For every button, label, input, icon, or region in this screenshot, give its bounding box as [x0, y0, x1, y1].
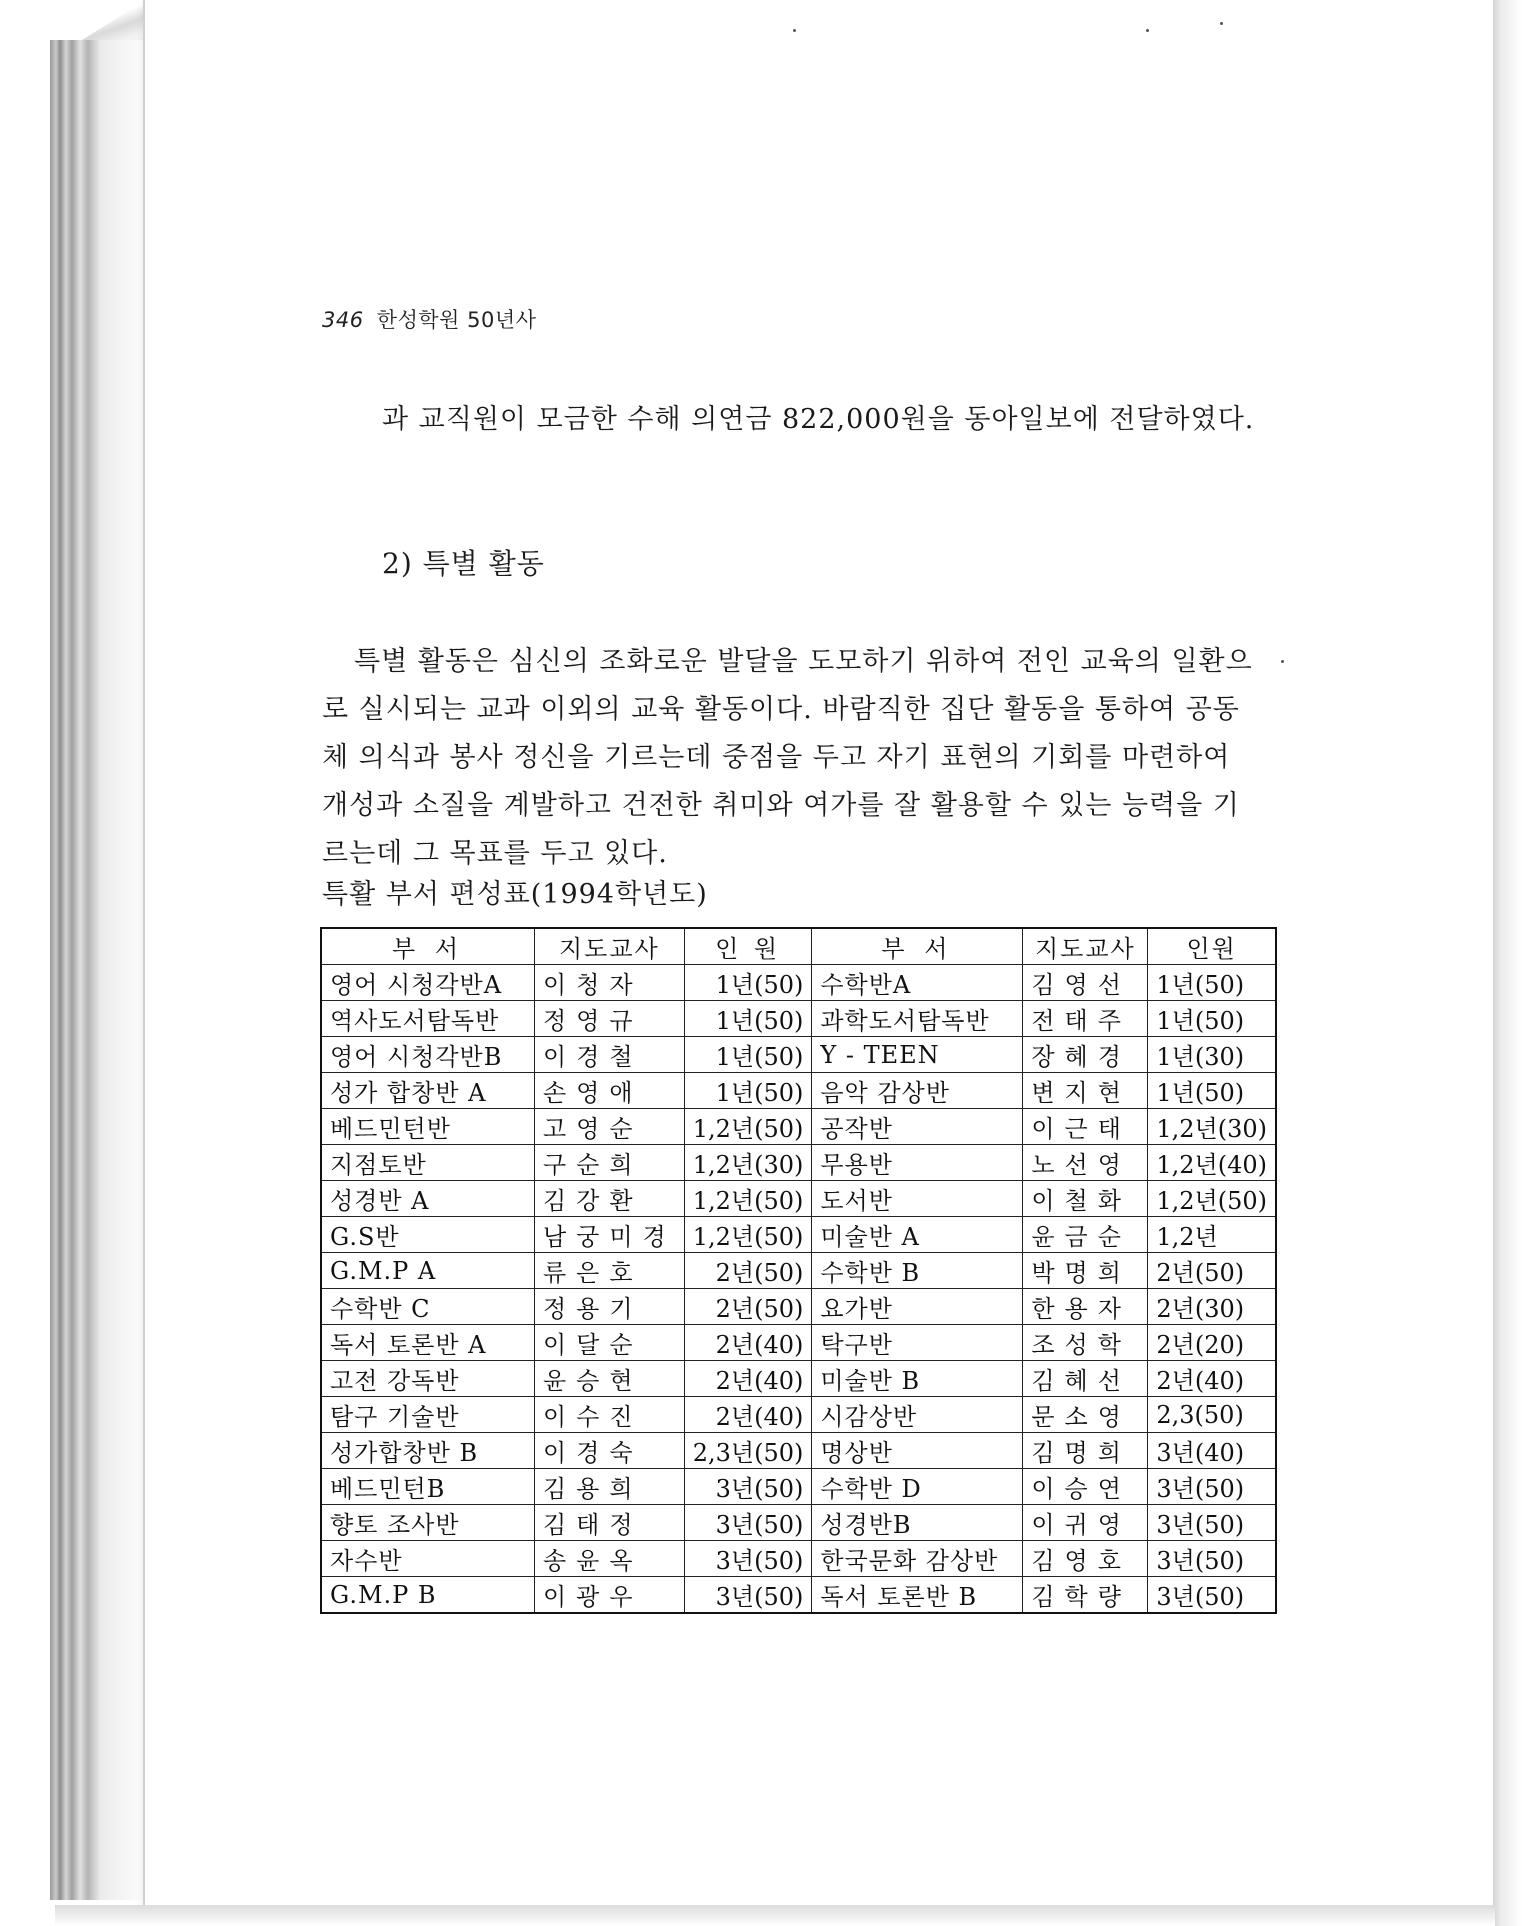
cell-members-2: 3년(50) — [1148, 1469, 1276, 1505]
cell-members-2: 2,3(50) — [1148, 1397, 1276, 1433]
table-row — [321, 1037, 1276, 1073]
cell-teacher: 이수진 — [535, 1397, 685, 1433]
cell-members: 1,2년(50) — [684, 1181, 812, 1217]
cell-members-2: 1,2년 — [1148, 1217, 1276, 1253]
table-row — [321, 1073, 1276, 1109]
cell-department-2: 미술반 B — [812, 1361, 1023, 1397]
cell-teacher-2: 문소영 — [1023, 1397, 1148, 1433]
cell-teacher: 김용희 — [535, 1469, 685, 1505]
cell-department: 영어 시청각반A — [321, 965, 535, 1001]
cell-members: 3년(50) — [684, 1541, 812, 1577]
table-caption: 특활 부서 편성표(1994학년도) — [322, 879, 708, 910]
cell-department-2: 과학도서탐독반 — [812, 1001, 1023, 1037]
cell-department: 성가 합창반 A — [321, 1073, 535, 1109]
cell-members-2: 1,2년(50) — [1148, 1181, 1276, 1217]
cell-department: 향토 조사반 — [321, 1505, 535, 1541]
running-head — [322, 304, 536, 334]
cell-members-2: 2년(20) — [1148, 1325, 1276, 1361]
cell-department: 역사도서탐독반 — [321, 1001, 535, 1037]
cell-members: 3년(50) — [684, 1577, 812, 1614]
cell-teacher-2: 이승연 — [1023, 1469, 1148, 1505]
cell-members: 1년(50) — [684, 1073, 812, 1109]
header-teacher-2: 지도교사 — [1023, 928, 1148, 965]
table-row — [321, 1577, 1276, 1614]
cell-members-2: 3년(50) — [1148, 1505, 1276, 1541]
cell-members-2: 1년(30) — [1148, 1037, 1276, 1073]
cell-teacher-2: 장혜경 — [1023, 1037, 1148, 1073]
cell-teacher-2: 노선영 — [1023, 1145, 1148, 1181]
header-department: 부 서 — [321, 928, 535, 965]
table-row — [321, 1109, 1276, 1145]
table-row — [321, 1469, 1276, 1505]
table-row — [321, 1253, 1276, 1289]
table-row — [321, 1181, 1276, 1217]
cell-teacher-2: 김영호 — [1023, 1541, 1148, 1577]
section-heading: 2) 특별 활동 — [382, 547, 545, 580]
cell-members: 3년(50) — [684, 1505, 812, 1541]
cell-members-2: 3년(50) — [1148, 1577, 1276, 1614]
cell-department-2: Y - TEEN — [812, 1037, 1023, 1073]
table-row — [321, 1361, 1276, 1397]
cell-teacher-2: 이귀영 — [1023, 1505, 1148, 1541]
cell-teacher: 김강환 — [535, 1181, 685, 1217]
cell-teacher-2: 윤금순 — [1023, 1217, 1148, 1253]
cell-teacher: 정용기 — [535, 1289, 685, 1325]
cell-members-2: 2년(30) — [1148, 1289, 1276, 1325]
cell-teacher-2: 이철화 — [1023, 1181, 1148, 1217]
cell-teacher: 이광우 — [535, 1577, 685, 1614]
cell-members-2: 2년(40) — [1148, 1361, 1276, 1397]
cell-members-2: 1,2년(40) — [1148, 1145, 1276, 1181]
cell-department-2: 한국문화 감상반 — [812, 1541, 1023, 1577]
cell-members: 1년(50) — [684, 1001, 812, 1037]
cell-members: 1,2년(50) — [684, 1217, 812, 1253]
cell-department: 자수반 — [321, 1541, 535, 1577]
table-row — [321, 1505, 1276, 1541]
cell-teacher-2: 김혜선 — [1023, 1361, 1148, 1397]
cell-teacher: 고영순 — [535, 1109, 685, 1145]
cell-members-2: 1년(50) — [1148, 965, 1276, 1001]
page-bottom-edge — [55, 1905, 1495, 1926]
cell-teacher-2: 변지현 — [1023, 1073, 1148, 1109]
cell-members-2: 3년(40) — [1148, 1433, 1276, 1469]
cell-department: G.M.P B — [321, 1577, 535, 1614]
cell-department-2: 수학반 D — [812, 1469, 1023, 1505]
cell-members: 2년(40) — [684, 1361, 812, 1397]
cell-members: 3년(50) — [684, 1469, 812, 1505]
cell-department-2: 무용반 — [812, 1145, 1023, 1181]
cell-department-2: 미술반 A — [812, 1217, 1023, 1253]
cell-members: 1년(50) — [684, 965, 812, 1001]
club-roster-table — [320, 927, 1277, 1614]
cell-members-2: 3년(50) — [1148, 1541, 1276, 1577]
cell-teacher: 구순희 — [535, 1145, 685, 1181]
cell-department-2: 시감상반 — [812, 1397, 1023, 1433]
cell-department: G.S반 — [321, 1217, 535, 1253]
header-department-2: 부 서 — [812, 928, 1023, 965]
cell-teacher: 남궁미경 — [535, 1217, 685, 1253]
cell-department-2: 성경반B — [812, 1505, 1023, 1541]
table-row — [321, 965, 1276, 1001]
scan-speck — [1220, 22, 1223, 25]
table-row — [321, 1217, 1276, 1253]
table-row — [321, 1397, 1276, 1433]
cell-teacher: 손영애 — [535, 1073, 685, 1109]
page-stack-edge — [50, 40, 150, 1900]
cell-teacher-2: 김학량 — [1023, 1577, 1148, 1614]
cell-department-2: 수학반 B — [812, 1253, 1023, 1289]
cell-department: 지점토반 — [321, 1145, 535, 1181]
cell-department-2: 탁구반 — [812, 1325, 1023, 1361]
body-paragraph: 특별 활동은 심신의 조화로운 발달을 도모하기 위하여 전인 교육의 일환으로 실시되는 교과 이외의 교육 활동이다. 바람직한 집단 활동을 통하여 공동체 의식과 봉사 정신을 기르는데 중점을 두고 자기 표현의 기회를 마련하여 개성과 소질을 계발하고 건전한 취미와 여가를 잘 활용할 수 있는 능력을 기르는데 그 목표를 두고 있다. — [322, 646, 1253, 869]
cell-teacher-2: 한용자 — [1023, 1289, 1148, 1325]
cell-teacher: 이경철 — [535, 1037, 685, 1073]
table-row — [321, 1433, 1276, 1469]
table-row — [321, 1325, 1276, 1361]
cell-department: 영어 시청각반B — [321, 1037, 535, 1073]
cell-members: 2년(50) — [684, 1289, 812, 1325]
cell-department-2: 수학반A — [812, 965, 1023, 1001]
cell-teacher-2: 전태주 — [1023, 1001, 1148, 1037]
cell-teacher-2: 김명희 — [1023, 1433, 1148, 1469]
cell-members: 2년(50) — [684, 1253, 812, 1289]
cell-teacher: 송윤옥 — [535, 1541, 685, 1577]
scan-speck — [1281, 660, 1284, 663]
intro-paragraph: 과 교직원이 모금한 수해 의연금 822,000원을 동아일보에 전달하였다. — [382, 404, 1255, 435]
cell-teacher-2: 조성학 — [1023, 1325, 1148, 1361]
cell-members: 1,2년(30) — [684, 1145, 812, 1181]
cell-teacher: 이청자 — [535, 965, 685, 1001]
cell-teacher: 이달순 — [535, 1325, 685, 1361]
cell-members: 1년(50) — [684, 1037, 812, 1073]
table-body — [321, 965, 1276, 1614]
table-row — [321, 1289, 1276, 1325]
cell-department: 베드민턴반 — [321, 1109, 535, 1145]
cell-teacher: 정영규 — [535, 1001, 685, 1037]
cell-department: 수학반 C — [321, 1289, 535, 1325]
cell-department-2: 음악 감상반 — [812, 1073, 1023, 1109]
cell-department: 고전 강독반 — [321, 1361, 535, 1397]
cell-department-2: 공작반 — [812, 1109, 1023, 1145]
table-header-row — [321, 928, 1276, 965]
cell-teacher-2: 이근태 — [1023, 1109, 1148, 1145]
table-row — [321, 1145, 1276, 1181]
cell-members-2: 1년(50) — [1148, 1073, 1276, 1109]
cell-members-2: 1,2년(30) — [1148, 1109, 1276, 1145]
cell-members-2: 1년(50) — [1148, 1001, 1276, 1037]
cell-teacher: 윤승현 — [535, 1361, 685, 1397]
book-title: 한성학원 50년사 — [376, 308, 537, 332]
cell-members: 2,3년(50) — [684, 1433, 812, 1469]
cell-department: 성경반 A — [321, 1181, 535, 1217]
cell-teacher: 김태정 — [535, 1505, 685, 1541]
cell-members: 2년(40) — [684, 1397, 812, 1433]
cell-department: 베드민턴B — [321, 1469, 535, 1505]
cell-department: 탐구 기술반 — [321, 1397, 535, 1433]
cell-teacher-2: 김영선 — [1023, 965, 1148, 1001]
header-members: 인 원 — [684, 928, 812, 965]
cell-department-2: 요가반 — [812, 1289, 1023, 1325]
cell-department: 성가합창반 B — [321, 1433, 535, 1469]
scan-speck — [1146, 29, 1149, 32]
cell-teacher: 이경숙 — [535, 1433, 685, 1469]
page-right-shadow — [1493, 0, 1522, 1926]
cell-department-2: 도서반 — [812, 1181, 1023, 1217]
scan-speck — [793, 29, 796, 32]
table-row — [321, 1001, 1276, 1037]
cell-teacher-2: 박명희 — [1023, 1253, 1148, 1289]
cell-members-2: 2년(50) — [1148, 1253, 1276, 1289]
cell-department: G.M.P A — [321, 1253, 535, 1289]
page-number: 346 — [322, 308, 364, 332]
cell-teacher: 류은호 — [535, 1253, 685, 1289]
cell-department: 독서 토론반 A — [321, 1325, 535, 1361]
header-members-2: 인원 — [1148, 928, 1276, 965]
table-row — [321, 1541, 1276, 1577]
cell-department-2: 독서 토론반 B — [812, 1577, 1023, 1614]
cell-members: 1,2년(50) — [684, 1109, 812, 1145]
cell-department-2: 명상반 — [812, 1433, 1023, 1469]
header-teacher: 지도교사 — [535, 928, 685, 965]
cell-members: 2년(40) — [684, 1325, 812, 1361]
